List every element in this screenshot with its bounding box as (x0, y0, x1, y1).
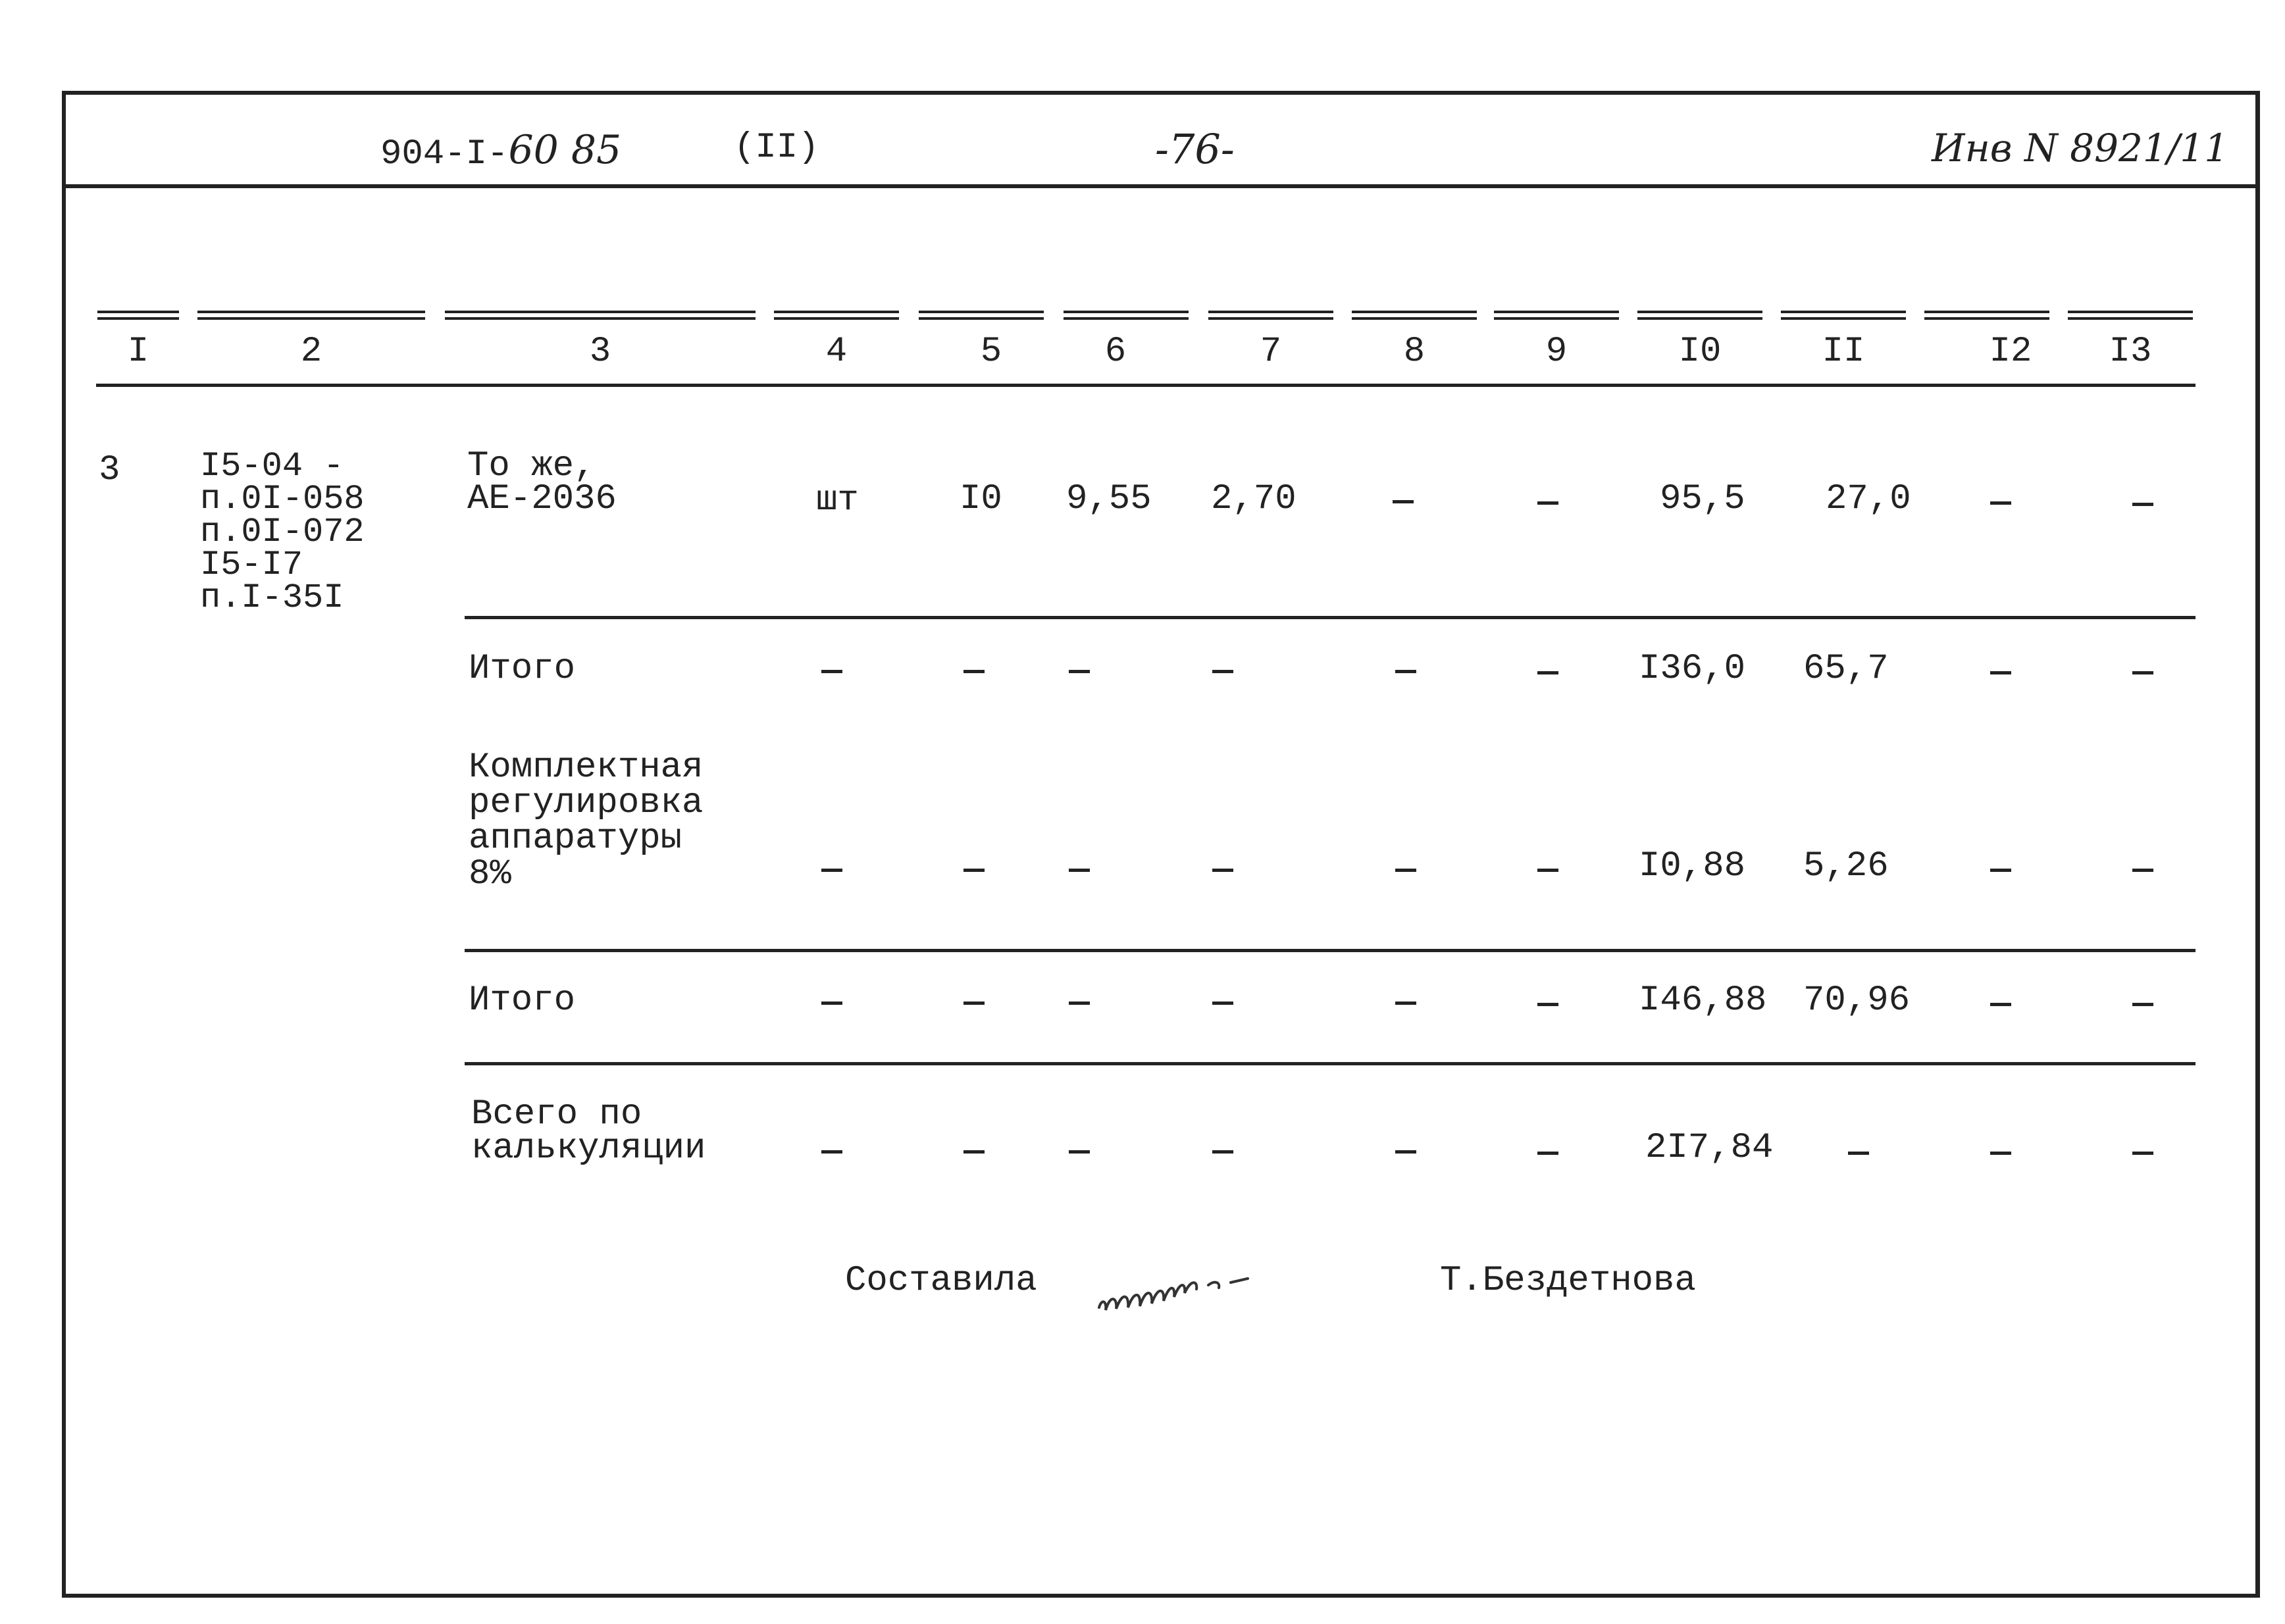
grand-total-c7-dash (1212, 1150, 1233, 1154)
adjustment-c6-dash (1069, 869, 1090, 872)
subtotal-1-c12-dash (1990, 671, 2011, 674)
grand-total-c4-dash (821, 1150, 842, 1154)
subtotal-2-c5-dash (963, 1002, 985, 1005)
col-number-9: 9 (1545, 332, 1568, 372)
rule-after-adjustment (465, 949, 2195, 952)
subtotal-2-c8-dash (1395, 1002, 1416, 1005)
subtotal-1-c9-dash (1537, 671, 1558, 674)
row-c11: 27,0 (1826, 479, 1911, 519)
col-number-4: 4 (825, 332, 848, 372)
col-rule-9 (1494, 311, 1619, 320)
subtotal-2-c13-dash (2132, 1003, 2153, 1006)
grand-total-c10: 2I7,84 (1645, 1128, 1774, 1168)
subtotal-2-c7-dash (1212, 1002, 1233, 1005)
col-rule-8 (1352, 311, 1477, 320)
row-refs: I5-04 - п.0I-058 п.0I-072 I5-I7 п.I-35I (200, 447, 365, 617)
subtotal-2-c6-dash (1069, 1002, 1090, 1005)
row-name: То же, АЕ-2036 (467, 446, 617, 519)
col-rule-5 (919, 311, 1044, 320)
col-rule-4 (774, 311, 899, 320)
row-c7: 2,70 (1211, 479, 1297, 519)
col-rule-2 (197, 311, 425, 320)
row-c13-dash (2132, 503, 2153, 506)
adjustment-c8-dash (1395, 869, 1416, 872)
grand-total-label: Всего по калькуляции (471, 1094, 706, 1169)
header-divider (66, 184, 2257, 188)
adjustment-c13-dash (2132, 869, 2153, 872)
inventory-number: Инв N 8921/11 (1932, 126, 2229, 170)
adjustment-c4-dash (821, 869, 842, 872)
page-number: -76- (1155, 125, 1235, 173)
doc-code (380, 127, 622, 174)
subtotal-1-c11: 65,7 (1803, 649, 1889, 689)
col-rule-6 (1064, 311, 1189, 320)
adjustment-c5-dash (963, 869, 985, 872)
col-rule-10 (1637, 311, 1762, 320)
compiled-label: Составила (845, 1261, 1037, 1301)
row-c12-dash (1990, 501, 2011, 505)
col-number-7: 7 (1260, 332, 1282, 372)
subtotal-2-c11: 70,96 (1803, 980, 1911, 1021)
adjustment-c12-dash (1990, 869, 2011, 872)
doc-code-handwritten: 60 85 (508, 127, 622, 173)
adjustment-c10: I0,88 (1639, 846, 1746, 886)
col-number-3: 3 (589, 332, 611, 372)
col-rule-1 (97, 311, 179, 320)
grand-total-c12-dash (1990, 1152, 2011, 1155)
signature-scribble (1092, 1260, 1310, 1319)
rule-after-subtotal-2 (465, 1062, 2195, 1065)
grand-total-c13-dash (2132, 1152, 2153, 1155)
adjustment-c7-dash (1212, 869, 1233, 872)
grand-total-c11-dash (1848, 1152, 1869, 1155)
subtotal-1-c5-dash (963, 670, 985, 673)
subtotal-1-c7-dash (1212, 670, 1233, 673)
col-rule-7 (1208, 311, 1333, 320)
subtotal-2-c12-dash (1990, 1003, 2011, 1006)
volume-label: (II) (734, 128, 819, 168)
col-number-1: I (127, 332, 149, 372)
subtotal-1-c4-dash (821, 670, 842, 673)
rule-after-item (465, 616, 2195, 619)
col-number-8: 8 (1403, 332, 1425, 372)
subtotal-1-c13-dash (2132, 671, 2153, 674)
doc-code-prefix: 904-I- (380, 134, 509, 174)
subtotal-1-c8-dash (1395, 670, 1416, 673)
header-bottom-rule (96, 384, 2195, 387)
col-rule-3 (445, 311, 756, 320)
row-c6: 9,55 (1066, 479, 1152, 519)
row-c9-dash (1537, 501, 1558, 505)
subtotal-1-c6-dash (1069, 670, 1090, 673)
col-rule-13 (2068, 311, 2193, 320)
subtotal-2-c4-dash (821, 1002, 842, 1005)
row-number: 3 (99, 450, 120, 490)
row-unit: шт (816, 480, 859, 520)
col-number-11: II (1822, 332, 1865, 372)
row-qty: I0 (960, 479, 1002, 519)
col-rule-11 (1781, 311, 1906, 320)
grand-total-c5-dash (963, 1150, 985, 1154)
adjustment-c9-dash (1537, 869, 1558, 872)
col-number-6: 6 (1104, 332, 1127, 372)
subtotal-2-label: Итого (469, 980, 576, 1021)
grand-total-c9-dash (1537, 1152, 1558, 1155)
subtotal-1-c10: I36,0 (1639, 649, 1746, 689)
compiler-name: Т.Бездетнова (1440, 1261, 1696, 1301)
col-number-12: I2 (1989, 332, 2032, 372)
grand-total-c8-dash (1395, 1150, 1416, 1154)
col-number-5: 5 (980, 332, 1002, 372)
row-c8-dash (1393, 500, 1414, 503)
col-number-13: I3 (2109, 332, 2152, 372)
col-number-10: I0 (1678, 332, 1722, 372)
subtotal-1-label: Итого (469, 649, 576, 689)
col-number-2: 2 (300, 332, 322, 372)
row-c10: 95,5 (1660, 479, 1745, 519)
adjustment-label: Комплектная регулировка аппаратуры 8% (469, 748, 704, 894)
col-rule-12 (1924, 311, 2049, 320)
adjustment-c11: 5,26 (1803, 846, 1889, 886)
subtotal-2-c9-dash (1537, 1003, 1558, 1006)
subtotal-2-c10: I46,88 (1639, 980, 1767, 1021)
grand-total-c6-dash (1069, 1150, 1090, 1154)
